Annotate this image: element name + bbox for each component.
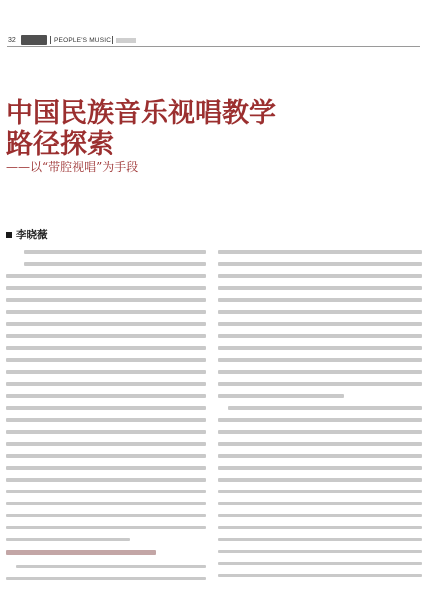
body-line: [6, 502, 206, 506]
body-line: [218, 334, 422, 338]
body-line: [218, 250, 422, 254]
body-line: [218, 346, 422, 350]
body-line: [218, 262, 422, 266]
body-line: [6, 358, 206, 362]
article-subtitle: ——以“带腔视唱”为手段: [6, 160, 139, 174]
page-number: 32: [8, 37, 16, 44]
body-line: [6, 454, 206, 458]
body-line: [218, 502, 422, 506]
title-line-2: 路径探索: [6, 129, 114, 160]
body-line: [6, 466, 206, 470]
body-column-left: [6, 250, 206, 589]
body-line: [6, 430, 206, 434]
body-line: [6, 334, 206, 338]
body-line: [218, 538, 422, 542]
body-line: [218, 394, 344, 398]
masthead-divider-2: [112, 36, 113, 44]
body-line: [6, 442, 206, 446]
body-line: [218, 574, 422, 578]
title-line-1: 中国民族音乐视唱教学: [6, 98, 276, 129]
body-line: [218, 478, 422, 482]
body-line: [218, 442, 422, 446]
body-line: [6, 298, 206, 302]
issue-label-illegible: [116, 38, 136, 43]
body-line: [6, 370, 206, 374]
body-line: [6, 346, 206, 350]
body-line: [218, 274, 422, 278]
masthead-divider: [50, 36, 51, 44]
body-line: [24, 250, 206, 254]
body-line: [218, 430, 422, 434]
body-line: [228, 406, 422, 410]
body-line: [218, 490, 422, 494]
body-line: [6, 310, 206, 314]
author-name: 李晓薇: [16, 229, 48, 241]
body-line: [6, 286, 206, 290]
body-line: [218, 310, 422, 314]
body-line: [6, 478, 206, 482]
body-line: [218, 550, 422, 554]
body-line: [218, 466, 422, 470]
body-line: [24, 262, 206, 266]
body-line: [218, 418, 422, 422]
body-line: [218, 454, 422, 458]
body-column-right: [218, 250, 422, 586]
body-line: [6, 322, 206, 326]
header-rule: [7, 46, 420, 47]
byline: [6, 224, 48, 241]
body-line: [218, 322, 422, 326]
journal-name: PEOPLE'S MUSIC: [54, 37, 112, 44]
body-line: [6, 490, 206, 494]
body-line: [16, 565, 206, 569]
body-line: [6, 526, 206, 530]
body-line: [6, 577, 206, 581]
body-line: [6, 418, 206, 422]
body-line: [6, 514, 206, 518]
body-line: [218, 286, 422, 290]
body-line: [218, 514, 422, 518]
body-line: [6, 382, 206, 386]
journal-logo: [21, 35, 47, 45]
byline-marker: [6, 232, 12, 238]
body-line: [218, 562, 422, 566]
page-header: [0, 0, 427, 46]
body-line: [218, 358, 422, 362]
body-line: [218, 526, 422, 530]
section-heading-illegible: [6, 550, 156, 555]
body-line: [218, 298, 422, 302]
body-line: [6, 394, 206, 398]
body-line: [218, 370, 422, 374]
body-line: [6, 274, 206, 278]
body-line: [218, 382, 422, 386]
body-line: [6, 538, 130, 542]
article-title: [6, 98, 306, 160]
body-line: [6, 406, 206, 410]
